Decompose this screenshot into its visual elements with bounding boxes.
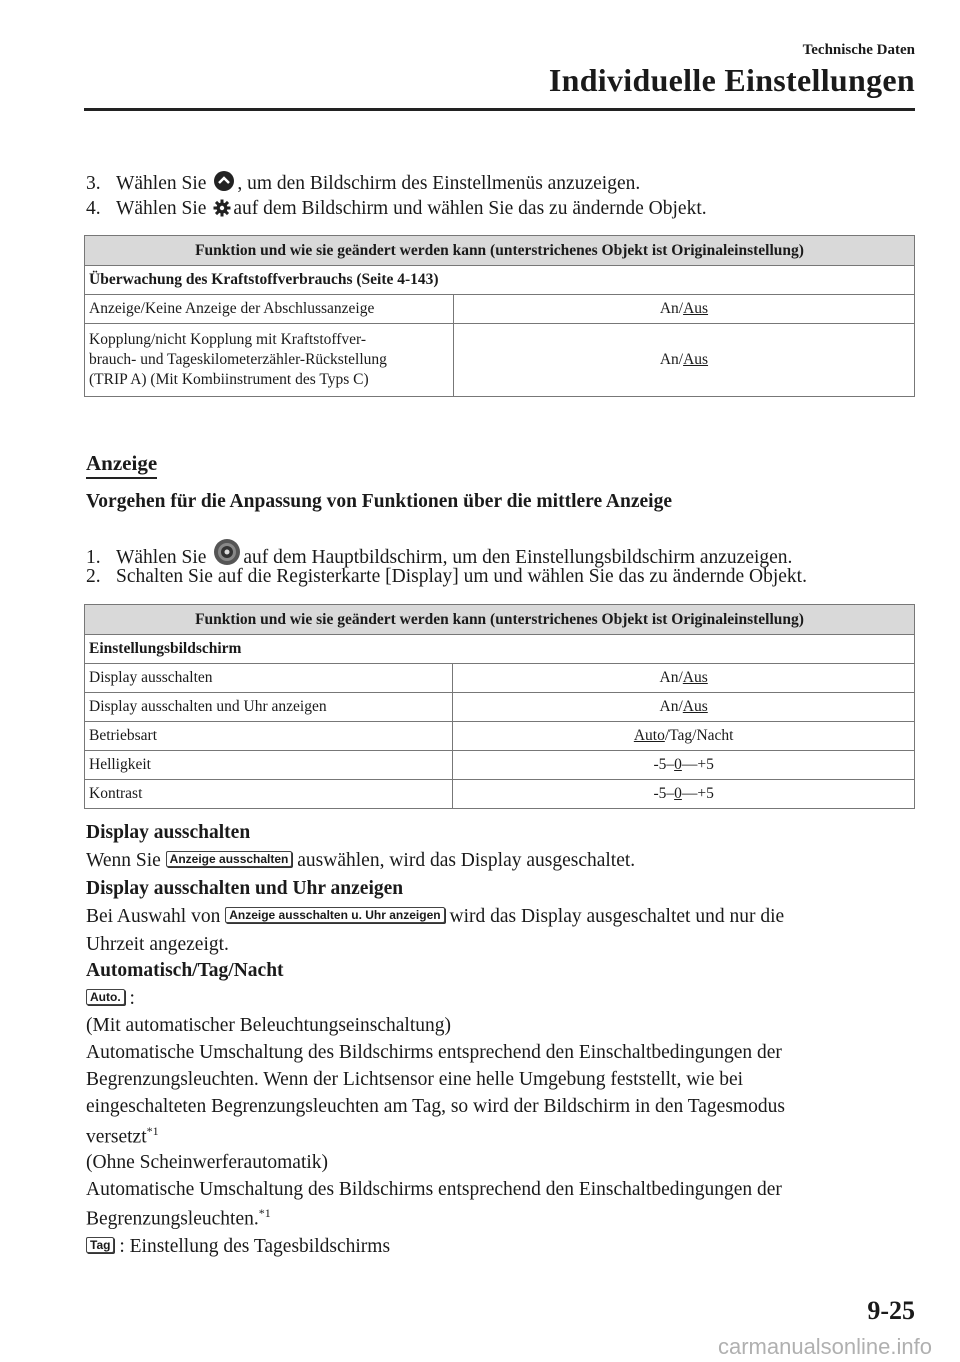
table-row (85, 295, 915, 324)
display-off-button: Anzeige ausschalten (166, 851, 293, 867)
table-row (85, 664, 915, 693)
row-label: Kopplung/nicht Kopplung mit Kraftstoffver- brauch- und Tageskilometerzähler-Rückstellung (TRIP A) (Mit Kombiinstrument des Typs C) (85, 324, 454, 397)
para-auto-7: Automatische Umschaltung des Bildschirms entsprechend den Einschaltbedingungen der (86, 1179, 782, 1200)
table-row (85, 722, 915, 751)
settings-table-fuel (84, 235, 915, 397)
step-number: 1. (86, 547, 101, 568)
step-1: 1. Wählen Sie auf dem Hauptbildschirm, um den Einstellungsbildschirm anzuzeigen. (86, 538, 792, 572)
row-value: -5–0—+5 (453, 780, 915, 809)
para-auto-8: Begrenzungsleuchten.$^{*1}$ (86, 1206, 271, 1230)
table-row (85, 693, 915, 722)
row-label: Display ausschalten und Uhr anzeigen (85, 693, 453, 722)
header-divider (84, 108, 915, 111)
heading-auto: Automatisch/Tag/Nacht (86, 960, 284, 981)
para-display-off: Wenn Sie Anzeige ausschalten auswählen, wird das Display ausgeschaltet. (86, 850, 636, 871)
step-3: 3. Wählen Sie , um den Bildschirm des Einstellmenüs anzuzeigen. (86, 170, 640, 198)
watermark: carmanualsonline.info (717, 1334, 932, 1359)
table-header: Funktion und wie sie geändert werden kann (unterstrichenes Objekt ist Originaleinstellung) (85, 236, 915, 266)
row-value: An/Aus (453, 324, 914, 397)
row-label: Helligkeit (85, 751, 453, 780)
heading-display-off: Display ausschalten (86, 822, 251, 843)
row-value: An/Aus (453, 693, 915, 722)
row-label: Kontrast (85, 780, 453, 809)
step-2: 2. Schalten Sie auf die Registerkarte [Display] um und wählen Sie das zu ändernde Objekt. (86, 566, 807, 587)
table-section: Überwachung des Kraftstoffverbrauchs (Seite 4-143) (85, 266, 915, 295)
heading-display-clock: Display ausschalten und Uhr anzeigen (86, 878, 404, 899)
para-auto-2: Automatische Umschaltung des Bildschirms entsprechend den Einschaltbedingungen der (86, 1042, 782, 1063)
section-heading: Anzeige (86, 451, 157, 479)
row-value: Auto/Tag/Nacht (453, 722, 915, 751)
footnote-ref: *1 (258, 1206, 271, 1220)
table-row (85, 324, 915, 397)
row-value: An/Aus (453, 664, 915, 693)
page-title: Individuelle Einstellungen (548, 62, 915, 98)
display-off-clock-button: Anzeige ausschalten u. Uhr anzeigen (225, 907, 444, 923)
row-value: An/Aus (453, 295, 914, 324)
row-label: Betriebsart (85, 722, 453, 751)
row-label: Anzeige/Keine Anzeige der Abschlussanzeige (85, 295, 454, 324)
table-header: Funktion und wie sie geändert werden kann (unterstrichenes Objekt ist Originaleinstellung) (85, 605, 915, 635)
para-auto-6: (Ohne Scheinwerferautomatik) (86, 1152, 329, 1173)
auto-button: Auto. (86, 989, 125, 1005)
table-row (85, 751, 915, 780)
gear-icon (213, 199, 231, 223)
para-auto-3: Begrenzungsleuchten. Wenn der Lichtsensor eine helle Umgebung feststellt, wie bei (86, 1069, 744, 1090)
running-header-section: Technische Daten (802, 42, 915, 58)
up-chevron-circle-icon (213, 170, 235, 198)
auto-label: Auto. : (86, 988, 135, 1010)
row-label: Display ausschalten (85, 664, 453, 693)
para-display-clock-2: Uhrzeit angezeigt. (86, 934, 229, 955)
para-display-clock: Bei Auswahl von Anzeige ausschalten u. Uhr anzeigen wird das Display ausgeschaltet und nur die (86, 906, 785, 927)
page-number: 9-25 (867, 1296, 915, 1325)
table-row (85, 780, 915, 809)
row-value: -5–0—+5 (453, 751, 915, 780)
para-auto-4: eingeschalteten Begrenzungsleuchten am Tag, so wird der Bildschirm in den Tagesmodus (86, 1096, 785, 1117)
step-number: 2. (86, 566, 101, 587)
step-4: 4. Wählen Sie auf dem Bildschirm und wählen Sie das zu ändernde Objekt. (86, 198, 707, 223)
para-tag: Tag : Einstellung des Tagesbildschirms (86, 1236, 390, 1258)
table-section: Einstellungsbildschirm (85, 635, 915, 664)
para-auto-1: (Mit automatischer Beleuchtungseinschaltung) (86, 1015, 451, 1036)
step-number: 3. (86, 173, 101, 194)
settings-table-display (84, 604, 915, 809)
para-auto-5: versetzt$^{*1}$ (86, 1124, 159, 1148)
step-number: 4. (86, 198, 101, 219)
tag-button: Tag (86, 1237, 114, 1253)
footnote-ref: *1 (146, 1124, 159, 1138)
sub-heading: Vorgehen für die Anpassung von Funktionen über die mittlere Anzeige (86, 491, 672, 512)
